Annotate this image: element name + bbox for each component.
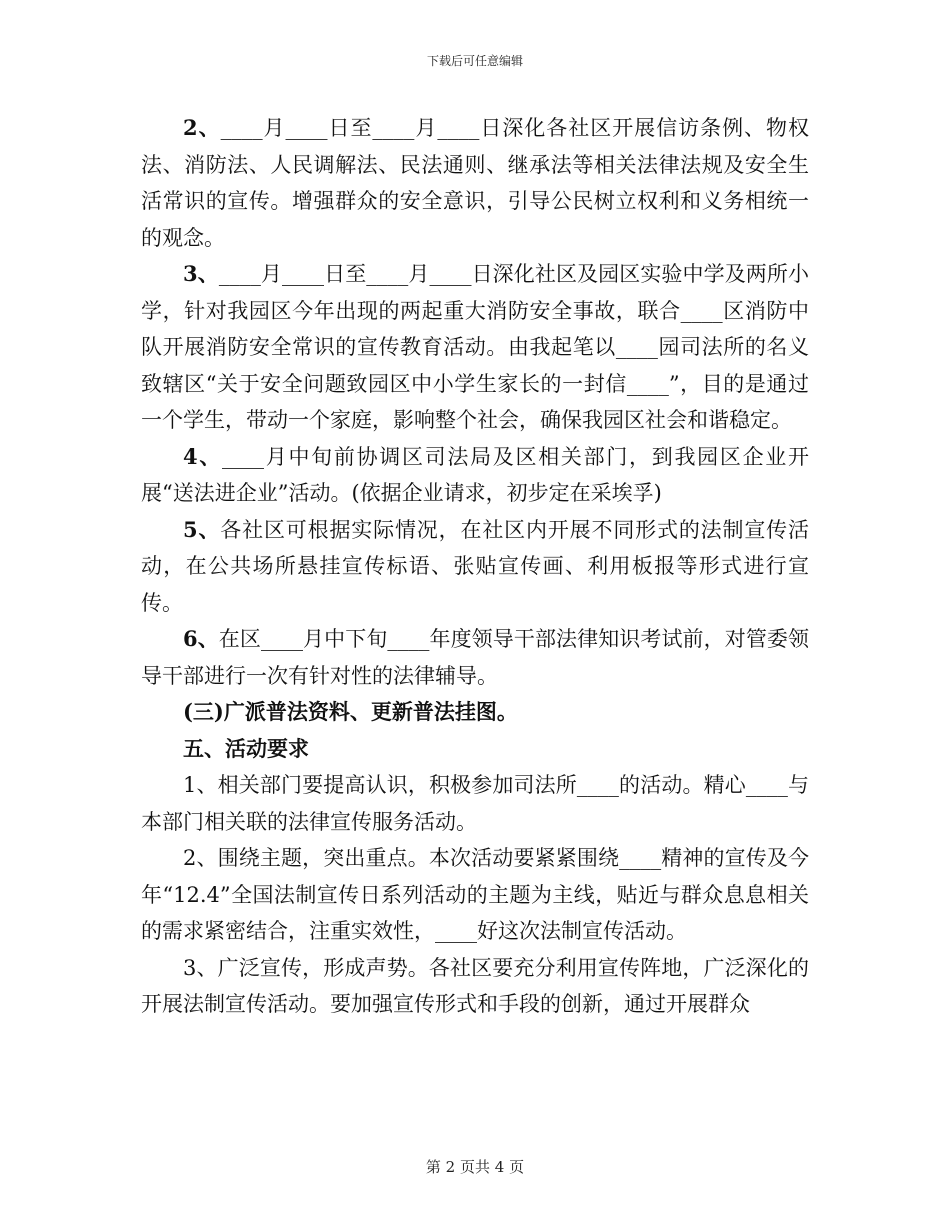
paragraph-item-2 — [141, 110, 809, 256]
paragraph-text: ____月中旬前协调区司法局及区相关部门，到我园区企业开展“送法进企业”活动。(依据企业请求，初步定在采埃孚) — [141, 444, 809, 505]
item-number: 3、 — [183, 261, 219, 286]
paragraph-item-5 — [141, 512, 809, 622]
page-header: 下载后可任意编辑 — [426, 54, 523, 68]
section-heading-materials: (三)广派普法资料、更新普法挂图。 — [183, 699, 518, 724]
paragraph-text: ____月____日至____月____日深化社区及园区实验中学及两所小学，针对我园区今年出现的两起重大消防安全事故，联合____区消防中队开展消防安全常识的宣传教育活动。由我起笔以____园司法所的名义致辖区“关于安全问题致园区中小学生家长的一封信____”，目的是通过一个学生，带动一个家庭，影响整个社会，确保我园区社会和谐稳定。 — [141, 262, 809, 432]
section-heading-requirements: 五、活动要求 — [183, 735, 309, 761]
item-number: 2、 — [183, 115, 221, 140]
item-number: 5、 — [183, 516, 221, 542]
paragraph-item-6 — [141, 621, 809, 694]
item-number: 6、 — [183, 626, 219, 651]
page-footer: 第 2 页共 4 页 — [425, 1158, 525, 1176]
paragraph-text: ____月____日至____月____日深化各社区开展信访条例、物权法、消防法、人民调解法、民法通则、继承法等相关法律法规及安全生活常识的宣传。增强群众的安全意识，引导公民树立权利和义务相统一的观念。 — [141, 116, 809, 250]
paragraph-item-4 — [141, 439, 809, 512]
paragraph-text: 各社区可根据实际情况，在社区内开展不同形式的法制宣传活动，在公共场所悬挂宣传标语、张贴宣传画、利用板报等形式进行宣传。 — [141, 517, 809, 615]
requirement-item-3: 3、广泛宣传，形成声势。各社区要充分利用宣传阵地，广泛深化的开展法制宣传活动。要加强宣传形式和手段的创新，通过开展群众 — [141, 955, 809, 1016]
document-body — [141, 110, 809, 1023]
requirement-item-1: 1、相关部门要提高认识，积极参加司法所____的活动。精心____与本部门相关联的法律宣传服务活动。 — [141, 773, 809, 834]
requirement-item-2: 2、围绕主题，突出重点。本次活动要紧紧围绕____精神的宣传及今年“12.4”全国法制宣传日系列活动的主题为主线，贴近与群众息息相关的需求紧密结合，注重实效性，____好这次法制宣传活动。 — [141, 846, 809, 943]
item-number: 4、 — [183, 443, 223, 469]
paragraph-item-3 — [141, 256, 809, 439]
paragraph-text: 在区____月中下旬____年度领导干部法律知识考试前，对管委领导干部进行一次有针对性的法律辅导。 — [141, 627, 809, 688]
